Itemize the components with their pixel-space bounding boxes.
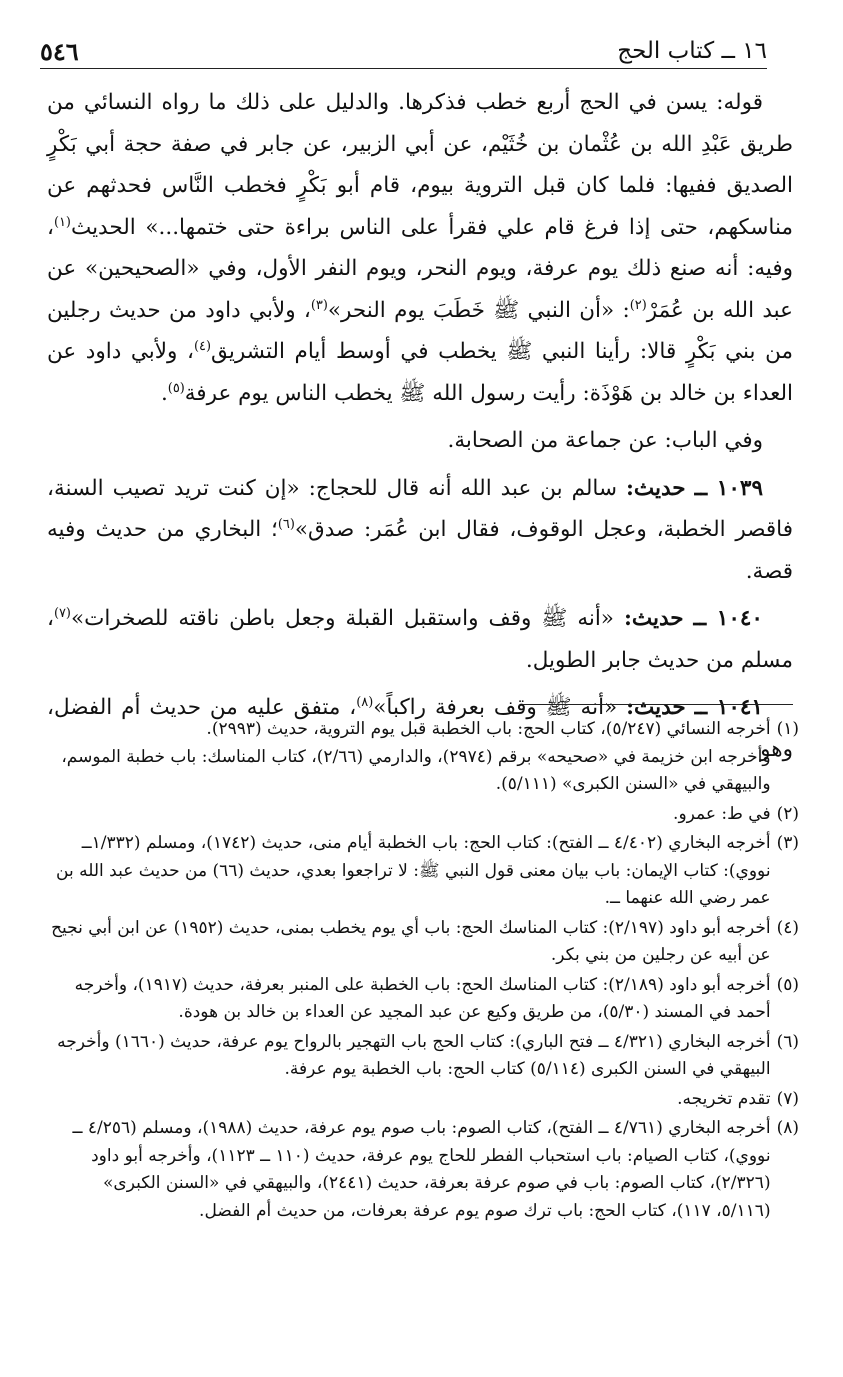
footnote-number: (٨) [776,1118,799,1138]
hadith-1039 [47,468,793,593]
footnote-ref[interactable]: (٥) [167,380,185,396]
footnote-text: أخرجه أبو داود (٢/١٩٧): كتاب المناسك الحج: باب أي يوم يخطب بمنى، حديث (١٩٥٢) عن ابن أبي نجيح عن أبيه عن رجلين من بني بكر. [51,917,771,965]
footnote-body [45,1115,771,1225]
hadith-source: ؛ البخاري من حديث وفيه قصة. [47,517,793,584]
footnote-number: (٦) [776,1031,799,1052]
footnotes [45,716,799,1227]
footnote-text: أخرجه البخاري (٤/٧٦١ ــ الفتح)، كتاب الصوم: باب صوم يوم عرفة، حديث (١٩٨٨)، ومسلم (٤/٢٥٦ ــ نووي)، كتاب الصيام: باب استحباب الفطر للحاج يوم عرفة، حديث (١١٠ ــ ١١٢٣)، وأخرجه أبو داود (٢/٣٢٦)، كتاب الصوم: باب في صوم عرفة بعرفة، حديث (٢٤٤١)، والبيهقي في «السنن الكبرى» (٥/١١٦، ١١٧)، كتاب الحج: باب ترك صوم يوم عرفة بعرفات، من حديث أم الفضل. [72,1118,771,1221]
footnote-ref[interactable]: (١) [53,214,71,230]
footnote-item [45,1086,799,1114]
intro-text-d: ، ولأبي داود من حديث رجلين من بني بَكْرٍ قالا: رأينا النبي ﷺ يخطب في أوسط أيام التشريق [47,297,793,364]
footnote-number: (١) [776,719,799,739]
hadith-number: ١٠٤٠ ــ [693,606,763,631]
footnote-ref[interactable]: (٣) [310,297,328,313]
footnote-ref[interactable]: (٧) [53,605,71,621]
footnote-ref[interactable]: (٨) [356,694,374,710]
footnote-body [45,972,771,1027]
footnote-number: (٢) [776,803,799,824]
hadith-label: حديث: [626,695,686,720]
intro-paragraph [47,82,793,414]
intro-text: قوله: يسن في الحج أربع خطب فذكرها. والدليل على ذلك ما رواه النسائي من طريق عَبْدِ الله بن عُثْمان بن خُثَيْم، عن أبي الزبير، عن جابر في صفة حجة أبي بَكْرٍ الصديق ففيها: فلما كان قبل التروية بيوم، قام أبو بَكْرٍ فخطب النَّاس فحدثهم عن مناسكهم، حتى إذا فرغ قام علي فقرأ على الناس براءة حتى ختمها...» الحديث [47,90,793,240]
footnote-item [45,972,799,1027]
footnote-item [45,1029,799,1084]
footnote-body [45,1086,771,1114]
hadith-label: حديث: [625,475,686,501]
footnote-divider [523,704,793,705]
main-text [47,82,793,770]
hadith-label: حديث: [623,606,684,631]
footnote-item [45,716,799,799]
footnote-text: أخرجه البخاري (٤/٣٢١ ــ فتح الباري): كتاب الحج باب التهجير بالرواح يوم عرفة، حديث (١٦٦٠) وأخرجه البيهقي في السنن الكبرى (٥/١١٤) كتاب الحج: باب الخطبة يوم عرفة. [57,1031,771,1079]
hadith-source: ، مسلم من حديث جابر الطويل. [47,606,793,673]
footnote-item [45,915,799,970]
hadith-number: ١٠٤١ ــ [694,695,763,720]
hadith-text: سالم بن عبد الله أنه قال للحجاج: «إن كنت تريد تصيب السنة، فاقصر الخطبة، وعجل الوقوف، فقال ابن عُمَر: صدق» [47,475,793,542]
hadith-source: ، متفق عليه من حديث أم الفضل، وهو [47,695,793,762]
page-header [40,24,767,69]
hadith-text: «أنه ﷺ وقف واستقبل القبلة وجعل باطن ناقته للصخرات» [70,606,614,631]
hadith-text: «أنه ﷺ وقف بعرفة راكباً» [373,695,618,720]
footnote-item [45,801,799,829]
footnote-body [45,716,771,799]
hadith-number: ١٠٣٩ ــ [694,475,763,501]
footnote-text: وأخرجه ابن خزيمة في «صحيحه» برقم (٢٩٧٤)، والدارمي (٢/٦٦)، كتاب المناسك: باب خطبة الموسم، والبيهقي في «السنن الكبرى» (٥/١١١). [61,746,771,794]
footnote-item [45,1115,799,1225]
footnote-text: تقدم تخريجه. [677,1088,771,1109]
footnote-ref[interactable]: (٤) [193,338,211,354]
bab-paragraph: وفي الباب: عن جماعة من الصحابة. [447,428,763,453]
footnote-ref[interactable]: (٢) [629,297,647,313]
footnote-ref[interactable]: (٦) [277,516,295,532]
footnote-body [45,801,771,829]
footnote-number: (٧) [776,1088,799,1109]
hadith-1040 [47,598,793,681]
page-number: ٥٤٦ [40,37,79,66]
intro-text-e: ، ولأبي داود عن العداء بن خالد بن هَوْذَة: رأيت رسول الله ﷺ يخطب الناس يوم عرفة [47,339,793,406]
footnote-body [45,915,771,970]
footnote-text: في ط: عمرو. [673,803,771,824]
footnote-body [45,830,771,913]
footnote-item [45,830,799,913]
intro-text-c: : «أن النبي ﷺ خَطَبَ يوم النحر» [327,297,630,323]
intro-text-b: ، وفيه: أنه صنع ذلك يوم عرفة، ويوم النحر، ويوم النفر الأول، وفي «الصحيحين» عن عبد الله بن عُمَرْ [47,214,794,323]
footnote-text: أخرجه أبو داود (٢/١٨٩): كتاب المناسك الحج: باب الخطبة على المنبر بعرفة، حديث (١٩١٧)، وأخرجه أحمد في المسند (٥/٣٠)، من طريق وكيع عن عبد المجيد عن العداء بن خالد بن هودة. [74,974,771,1022]
footnote-number: (٥) [776,974,799,995]
intro-end: . [160,380,168,406]
running-title: ١٦ ــ كتاب الحج [617,38,767,64]
footnote-body [45,1029,771,1084]
footnote-text: أخرجه البخاري (٤/٤٠٢ ــ الفتح): كتاب الحج: باب الخطبة أيام منى، حديث (١٧٤٢)، ومسلم (١/٣٣٢ــ نووي): كتاب الإيمان: باب بيان معنى قول النبي ﷺ: لا تراجعوا بعدي، حديث (٦٦) من حديث عبد الله بن عمر رضي الله عنهما ــ. [56,833,771,908]
footnote-text: أخرجه النسائي (٥/٢٤٧)، كتاب الحج: باب الخطبة قبل يوم التروية، حديث (٢٩٩٣). [206,719,771,739]
footnote-number: (٤) [776,917,799,938]
footnote-number: (٣) [776,833,799,853]
